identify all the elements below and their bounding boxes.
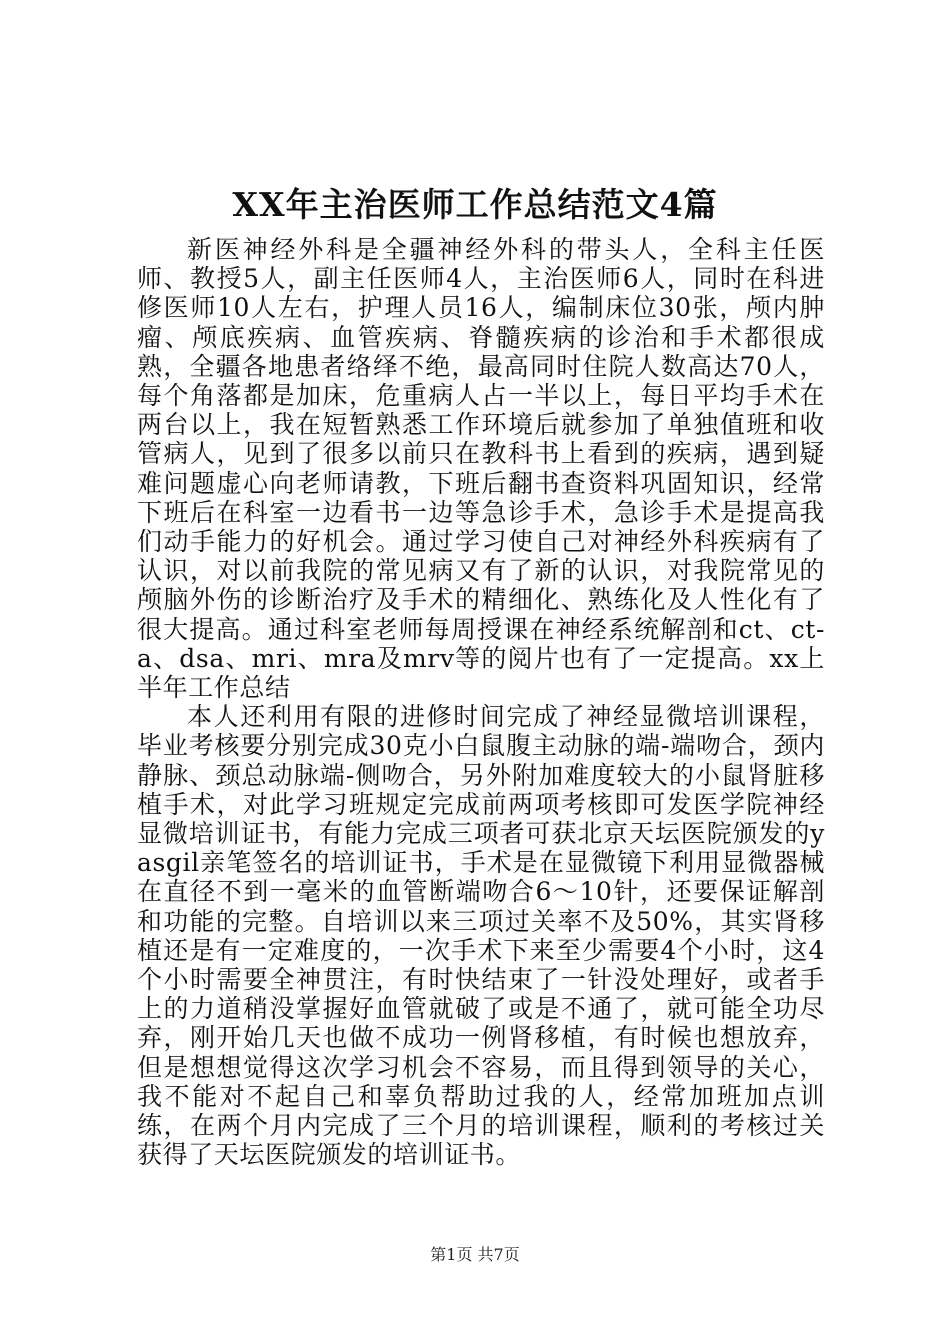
- paragraph-2: 本人还利用有限的进修时间完成了神经显微培训课程，毕业考核要分别完成30克小白鼠腹主动脉的端-端吻合，颈内静脉、颈总动脉端-侧吻合，另外附加难度较大的小鼠肾脏移植手术，对此学习班规定完成前两项考核即可发医学院神经显微培训证书，有能力完成三项者可获北京天坛医院颁发的yasgil亲笔签名的培训证书，手术是在显微镜下利用显微器械在直径不到一毫米的血管断端吻合6～10针，还要保证解剖和功能的完整。自培训以来三项过关率不及50%，其实肾移植还是有一定难度的，一次手术下来至少需要4个小时，这4个小时需要全神贯注，有时快结束了一针没处理好，或者手上的力道稍没掌握好血管就破了或是不通了，就可能全功尽弃，刚开始几天也做不成功一例肾移植，有时候也想放弃，但是想想觉得这次学习机会不容易，而且得到领导的关心，我不能对不起自己和辜负帮助过我的人，经常加班加点训练，在两个月内完成了三个月的培训课程，顺利的考核过关获得了天坛医院颁发的培训证书。: [137, 702, 825, 1170]
- paragraph-1: 新医神经外科是全疆神经外科的带头人，全科主任医师、教授5人，副主任医师4人，主治医师6人，同时在科进修医师10人左右，护理人员16人，编制床位30张，颅内肿瘤、颅底疾病、血管疾病、脊髓疾病的诊治和手术都很成熟，全疆各地患者络绎不绝，最高同时住院人数高达70人，每个角落都是加床，危重病人占一半以上，每日平均手术在两台以上，我在短暂熟悉工作环境后就参加了单独值班和收管病人，见到了很多以前只在教科书上看到的疾病，遇到疑难问题虚心向老师请教，下班后翻书查资料巩固知识，经常下班后在科室一边看书一边等急诊手术，急诊手术是提高我们动手能力的好机会。通过学习使自己对神经外科疾病有了认识，对以前我院的常见病又有了新的认识，对我院常见的颅脑外伤的诊断治疗及手术的精细化、熟练化及人性化有了很大提高。通过科室老师每周授课在神经系统解剖和ct、ct-a、dsa、mri、mra及mrv等的阅片也有了一定提高。xx上半年工作总结: [137, 235, 825, 703]
- document-title: XX年主治医师工作总结范文4篇: [232, 185, 718, 224]
- page-number-footer: 第1页 共7页: [430, 1245, 520, 1264]
- document-body: [137, 235, 825, 1170]
